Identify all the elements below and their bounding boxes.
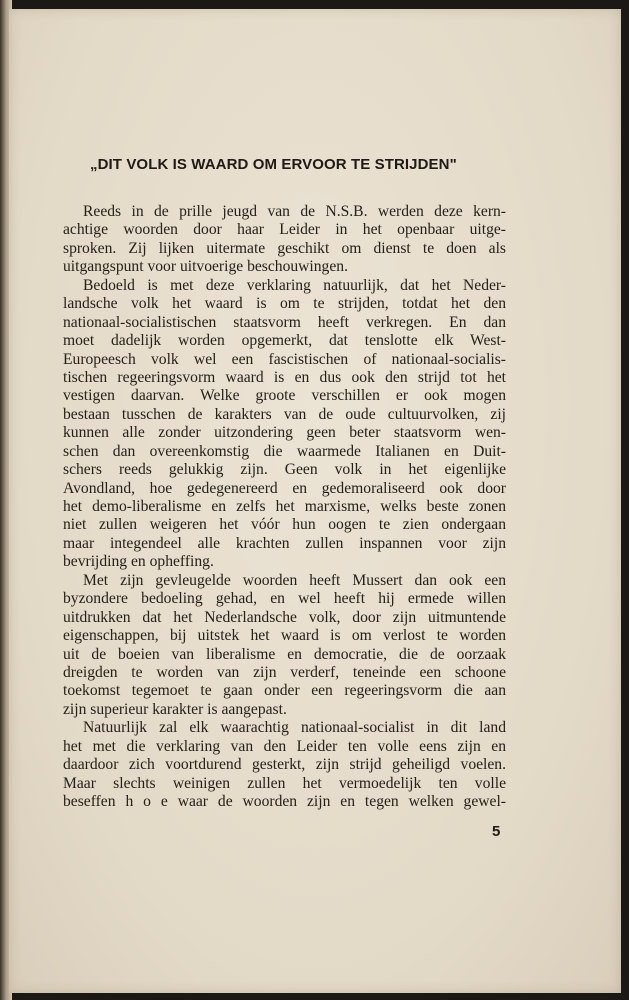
- text-line: bevrijding en opheffing.: [63, 553, 214, 571]
- text-line: daardoor zich voortdurend gesterkt, zijn strijd geheiligd voelen.: [63, 756, 506, 774]
- text-line: het demo-liberalisme en zelfs het marxisme, welks beste zonen: [63, 498, 506, 515]
- text-line: nationaal-socialistischen staatsvorm heeft verkregen. En dan: [63, 313, 506, 331]
- text-line: uitdrukken dat het Nederlandsche volk, door zijn uitmuntende: [63, 608, 506, 626]
- text-line: sproken. Zij lijken uitermate geschikt om dienst te doen als: [63, 239, 506, 257]
- text-line: toekomst tegemoet te gaan onder een regeeringsvorm die aan: [63, 682, 506, 700]
- text-line: maar integendeel alle krachten zullen inspannen voor zijn: [63, 534, 506, 552]
- text-line: bestaan tusschen de karakters van de oude cultuurvolken, zij: [63, 405, 506, 423]
- text-line: uitgangspunt voor uitvoerige beschouwingen.: [63, 258, 348, 276]
- text-line: zijn superieur karakter is aangepast.: [63, 700, 287, 718]
- text-line: eigenschappen, bij uitstek het waard is om verlost te worden: [63, 627, 506, 645]
- text-line: byzondere bedoeling gehad, en wel heeft hij ermede willen: [63, 590, 506, 608]
- text-line: niet zullen weigeren het vóór hun oogen te zien ondergaan: [63, 516, 506, 534]
- text-line: vestigen daarvan. Welke groote verschillen er ook mogen: [63, 387, 506, 405]
- text-line: Reeds in de prille jeugd van de N.S.B. werden deze kern-: [83, 203, 506, 220]
- text-line: Maar slechts weinigen zullen het vermoedelijk ten volle: [63, 774, 506, 792]
- text-line: het met die verklaring van den Leider ten volle eens zijn en: [63, 737, 506, 755]
- text-line: Natuurlijk zal elk waarachtig nationaal-socialist in dit land: [83, 719, 506, 737]
- text-line: Avondland, hoe gedegenereerd en gedemoraliseerd ook door: [63, 479, 506, 497]
- text-line: uit de boeien van liberalisme en democratie, die de oorzaak: [63, 645, 506, 663]
- text-line: Bedoeld is met deze verklaring natuurlijk, dat het Neder-: [83, 276, 506, 294]
- text-line: schers reeds gelukkig zijn. Geen volk in het eigenlijke: [63, 461, 506, 479]
- text-line: tischen regeeringsvorm waard is en dus ook den strijd tot het: [63, 368, 506, 386]
- chapter-heading: „DIT VOLK IS WAARD OM ERVOOR TE STRIJDEN": [90, 156, 457, 173]
- text-line: beseffen h o e waar de woorden zijn en tegen welken gewel-: [63, 793, 506, 810]
- text-line: landsche volk het waard is om te strijden, totdat het den: [63, 295, 506, 313]
- text-line: kunnen alle zonder uitzondering geen beter staatsvorm wen-: [63, 424, 506, 442]
- text-line: Europeesch volk wel een fascistischen of nationaal-socialis-: [63, 350, 506, 368]
- text-line: dreigden te worden van zijn verderf, teneinde een schoone: [63, 663, 506, 681]
- text-line: Met zijn gevleugelde woorden heeft Mussert dan ook een: [83, 571, 506, 589]
- text-line: moet dadelijk worden opgemerkt, dat tenslotte elk West-: [63, 332, 506, 350]
- body-text: [63, 203, 506, 811]
- page-number: 5: [492, 823, 501, 840]
- text-line: achtige woorden door haar Leider in het openbaar uitge-: [63, 221, 506, 239]
- text-line: schen dan overeenkomstig die waarmede Italianen en Duit-: [63, 442, 506, 460]
